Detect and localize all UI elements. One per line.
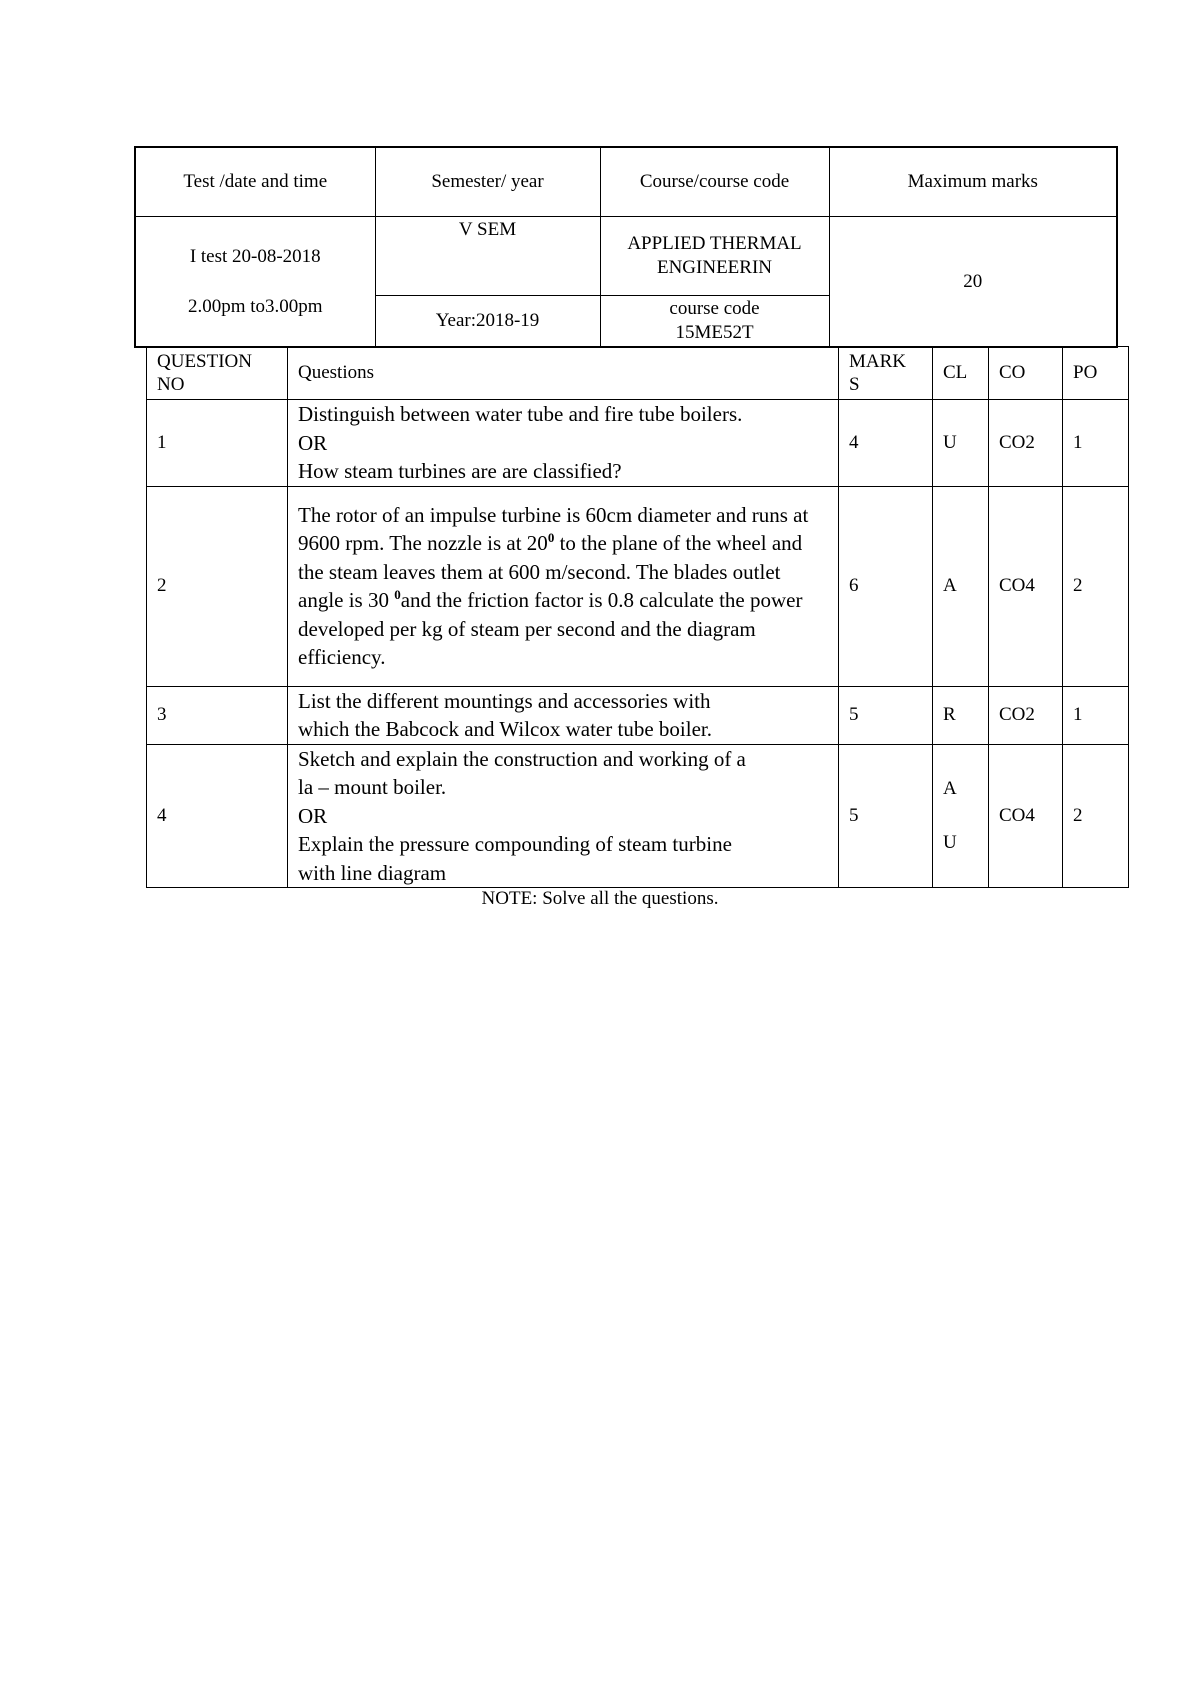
table-row [147,400,1129,487]
question-po: 2 [1063,744,1129,888]
question-cl: A U [933,744,989,888]
question-marks: 5 [839,744,933,888]
test-date: I test 20-08-2018 [189,245,321,267]
question-text: List the different mountings and accessories with which the Babcock and Wilcox water tube boiler. [288,686,839,744]
question-text: The rotor of an impulse turbine is 60cm diameter and runs at 9600 rpm. The nozzle is at $20^0$ to the plane of the wheel and the steam leaves them at 600 m/second. The blades outlet angle is 30 $^0$and the friction factor is 0.8 calculate the power developed per kg of steam per second and the diagram efficiency. [288,486,839,686]
question-po: 1 [1063,400,1129,487]
question-cl: A [933,486,989,686]
co-header: CO [989,347,1063,400]
semester-cell: V SEM [375,217,600,296]
question-text: Sketch and explain the construction and working of a la – mount boiler. OR Explain the pressure compounding of steam turbine with line diagram [288,744,839,888]
question-text: Distinguish between water tube and fire tube boilers. OR How steam turbines are are classified? [288,400,839,487]
marks-header: MARK S [839,347,933,400]
question-number: 2 [147,486,288,686]
question-marks: 5 [839,686,933,744]
question-co: CO4 [989,486,1063,686]
table-row [147,744,1129,888]
question-co: CO2 [989,400,1063,487]
question-co: CO4 [989,744,1063,888]
cl-header: CL [933,347,989,400]
qno-header: QUESTION NO [147,347,288,400]
year-cell: Year:2018-19 [375,296,600,348]
course-name-line2: ENGINEERIN [656,257,773,278]
course-name-cell [600,217,829,296]
po-header: PO [1063,347,1129,400]
course-code-cell [600,296,829,348]
exam-header-table [134,146,1118,348]
note-text: NOTE: Solve all the questions. [481,888,719,909]
questions-header-row [147,347,1129,400]
header-max-marks-label: Maximum marks [829,147,1117,217]
max-marks-value: 20 [829,217,1117,348]
questions-table [146,346,1129,888]
question-marks: 6 [839,486,933,686]
course-code-line2: 15ME52T [675,322,754,343]
header-test-label: Test /date and time [135,147,375,217]
question-cl: U [933,400,989,487]
header-semester-label: Semester/ year [375,147,600,217]
question-po: 2 [1063,486,1129,686]
question-co: CO2 [989,686,1063,744]
question-marks: 4 [839,400,933,487]
question-number: 3 [147,686,288,744]
header-course-label: Course/course code [600,147,829,217]
test-time: 2.00pm to3.00pm [187,295,323,317]
questions-header: Questions [288,347,839,400]
question-number: 1 [147,400,288,487]
course-code-line1: course code [669,298,760,319]
question-po: 1 [1063,686,1129,744]
question-cl: R [933,686,989,744]
course-name-line1: APPLIED THERMAL [627,233,802,254]
table-row [147,486,1129,686]
table-row [147,686,1129,744]
question-number: 4 [147,744,288,888]
test-date-time-cell [135,217,375,348]
